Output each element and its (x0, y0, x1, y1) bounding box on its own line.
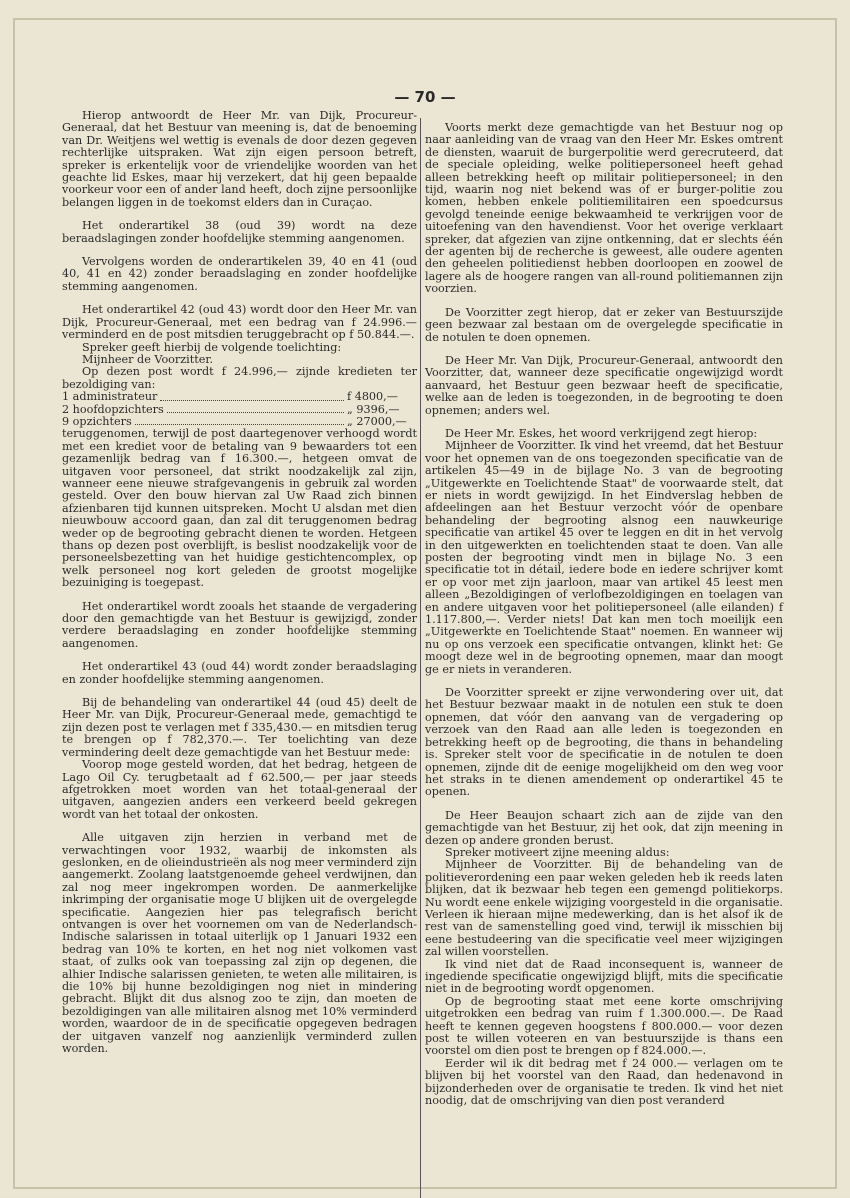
speech-intro: Spreker geeft hierbij de volgende toelichting: (82, 340, 342, 354)
paragraph: Het onderartikel 43 (oud 44) wordt zonder beraadslaging en zonder hoofdelijke stemming aangenomen. (62, 660, 417, 686)
paragraph: De Heer Mr. Eskes, het woord verkrijgend zegt hierop: (445, 426, 758, 440)
paragraph: De Voorzitter spreekt er zijne verwondering over uit, dat het Bestuur bezwaar maakt in de notulen een stuk te doen opnemen, dat vóór den aanvang van de vergadering op verzoek van den Raad aan alle leden is toegezonden en betrekking heeft op de begrooting, die thans in behandeling is. Spreker stelt voor de specificatie in de notulen te doen opnemen, zijnde dit de eenige mogelijkheid om den weg voor het straks in te dienen amendement op onderartikel 45 te openen. (425, 686, 783, 799)
paragraph: De Heer Mr. Van Dijk, Procureur-Generaal, antwoordt den Voorzitter, dat, wanneer deze specificatie ongewijzigd wordt aanvaard, het Bestuur geen bezwaar heeft de specificatie, welke aan de leden is toegezonden, in de begrooting te doen opnemen; anders wel. (425, 353, 783, 417)
salary-item-amount: „ 27000,— (347, 414, 407, 428)
paragraph: Mijnheer de Voorzitter. Bij de behandeling van de politieverordening een paar weken geleden heb ik reeds laten blijken, dat ik bezwaar heb tegen een gemengd politiekorps. Nu wordt eene enkele wijziging voorgesteld in die organisatie. Verleen ik hieraan mijne medewerking, dan is het alsof ik de rest van de samenstelling goed vind, terwijl ik misschien bij eene bestudeering van die specificatie veel meer wijzigingen zal willen voorstellen. (425, 858, 783, 959)
paragraph: Op de begrooting staat met eene korte omschrijving uitgetrokken een bedrag van ruim f 1.300.000.—. De Raad heeft te kennen gegeven hoogstens f 800.000.— voor dezen post te willen voteeren en van bestuurszijde is thans een voorstel om dien post te brengen op f 824.000.—. (425, 994, 783, 1058)
salary-item-amount: f 4800,— (347, 390, 398, 404)
salary-item-label: 9 opzichters (62, 414, 132, 428)
right-column (425, 122, 783, 1107)
paragraph: Bij de behandeling van onderartikel 44 (oud 45) deelt de Heer Mr. van Dijk, Procureur-Generaal mede, gemachtigd te zijn dezen post te verlagen met f 335,430.— en mitsdien terug te brengen op f 782,370.—. Ter toelichting van deze vermindering deelt deze gemachtigde van het Bestuur mede: (62, 696, 417, 759)
salary-item-label: 1 administrateur (62, 390, 158, 404)
paragraph: De Voorzitter zegt hierop, dat er zeker van Bestuurszijde geen bezwaar zal bestaan om de overgelegde specificatie in de notulen te doen opnemen. (425, 305, 783, 344)
paragraph: Het onderartikel 42 (oud 43) wordt door den Heer Mr. van Dijk, Procureur-Generaal, met een bedrag van f 24.996.— verminderd en de post mitsdien teruggebracht op f 50.844.—. (62, 303, 417, 342)
salutation: Mijnheer de Voorzitter. (82, 352, 214, 366)
salary-item-label: 2 hoofdopzichters (62, 402, 164, 416)
paragraph: Mijnheer de Voorzitter. Ik vind het vreemd, dat het Bestuur voor het opnemen van de ons toegezonden specificatie van de artikelen 45—49 in de bijlage No. 3 van de begrooting „Uitgewerkte en Toelichtende Staat" de voorwaarde stelt, dat er niets in wordt gewijzigd. In het Eindverslag hebben de afdeelingen aan het Bestuur verzocht vóór de openbare behandeling der begrooting alsnog een nauwkeurige specificatie van artikel 45 over te leggen en dit in het vervolg in den uitgewerkten en toelichtenden staat te doen. Van alle posten der begrooting vindt men in bijlage No. 3 een specificatie tot in détail, iedere bode en iedere schrijver komt er op voor met zijn jaarloon, maar van artikel 45 leest men alleen „Bezoldigingen of verlofbezoldigingen en toelagen van en andere uitgaven voor het politiepersoneel (alle eilanden) f 1.117.800,—. Verder niets! Dat kan men toch moeilijk een „Uitgewerkte en Toelichtende Staat" noemen. En wanneer wij nu op ons verzoek een specificatie ontvangen, klinkt het: Ge moogt deze wel in de begrooting opnemen, maar dan moogt ge er niets in veranderen. (425, 439, 783, 676)
paragraph: Hierop antwoordt de Heer Mr. van Dijk, Procureur-Generaal, dat het Bestuur van meening is, dat de benoeming van Dr. Weitjens wel wettig is evenals de door dezen gegeven rechterlijke uitspraken. Wat zijn eigen persoon betreft, spreker is erkentelijk voor de vriendelijke woorden van het geachte lid Eskes, maar hij verzekert, dat hij geen bepaalde voorkeur voor een of ander land heeft, doch zijne persoonlijke belangen liggen in de toekomst elders dan in Curaçao. (62, 109, 417, 209)
paragraph: Vervolgens worden de onderartikelen 39, 40 en 41 (oud 40, 41 en 42) zonder beraadslaging en zonder hoofdelijke stemming aangenomen. (62, 255, 417, 293)
paragraph: Het onderartikel 38 (oud 39) wordt na deze beraadslagingen zonder hoofdelijke stemming aangenomen. (62, 219, 417, 245)
paragraph: De Heer Beaujon schaart zich aan de zijde van den gemachtigde van het Bestuur, zij het ook, dat zijn meening in dezen op andere gronden berust. (425, 808, 783, 847)
page-number: — 70 — (394, 88, 456, 106)
salary-item-amount: „ 9396,— (347, 402, 400, 416)
salary-item (62, 391, 417, 403)
paragraph: Het onderartikel wordt zooals het staande de vergadering door den gemachtigde van het Bestuur is gewijzigd, zonder verdere beraadslaging en zonder hoofdelijke stemming aangenomen. (62, 599, 417, 650)
paragraph: Eerder wil ik dit bedrag met f 24 000.— verlagen om te blijven bij het voorstel van den Raad, dan hedenavond in bijzonderheden over de organisatie te treden. Ik vind het niet noodig, dat de omschrijving van dien post veranderd (425, 1056, 783, 1108)
paragraph: Voorop moge gesteld worden, dat het bedrag, hetgeen de Lago Oil Cy. terugbetaalt ad f 62.500,— per jaar steeds afgetrokken moet worden van het totaal-generaal der uitgaven, aangezien anders een verkeerd beeld gekregen wordt van het totaal der onkosten. (62, 758, 417, 821)
left-column (62, 110, 417, 1066)
lead-in: Op dezen post wordt f 24.996,— zijnde kredieten ter bezoldiging van: (62, 365, 417, 391)
paragraph: Ik vind niet dat de Raad inconsequent is, wanneer de ingediende specificatie ongewijzigd blijft, mits die specificatie niet in de begrooting wordt opgenomen. (425, 957, 783, 996)
paragraph: teruggenomen, terwijl de post daartegenover verhoogd wordt met een krediet voor de betaling van 9 bewaarders tot een gezamenlijk bedrag van f 16.300.—, hetgeen omvat de uitgaven voor personeel, dat strikt noodzakelijk zal zijn, wanneer eene nieuwe strafgevangenis in gebruik zal worden gesteld. Over den bouw hiervan zal Uw Raad zich binnen afzienbaren tijd kunnen uitspreken. Mocht U alsdan met dien nieuwbouw accoord gaan, dan zal dit teruggenomen bedrag weder op de begrooting gebracht dienen te worden. Hetgeen thans op dezen post overblijft, is beslist noodzakelijk voor de personeelsbezetting van het huidige gestichtencomplex, op welk personeel nog kort geleden de grootst mogelijke bezuiniging is toegepast. (62, 427, 417, 590)
paragraph: Voorts merkt deze gemachtigde van het Bestuur nog op naar aanleiding van de vraag van den Heer Mr. Eskes omtrent de diensten, waaruit de burgerpolitie werd gerecruteerd, dat de speciale opleiding, welke politiepersoneel heeft gehad alleen betrekking heeft op militair politiepersoneel; in den tijd, waarin nog niet bekend was of er burger-politie zou komen, hebben enkele politiemilitairen een spoedcursus gevolgd teneinde eenige bekwaamheid te verkrijgen voor de uitoefening van den havendienst. Voor het overige verklaart spreker, dat afgezien van zijne ontkenning, dat er slechts één der agenten bij de recherche is geweest, alle oudere agenten den geheelen politiedienst hebben doorloopen en zoowel de lagere als de hoogere rangen van all-round politiemannen zijn voorzien. (425, 121, 783, 296)
speech-intro: Spreker motiveert zijne meening aldus: (445, 845, 670, 859)
paragraph: Alle uitgaven zijn herzien in verband met de verwachtingen voor 1932, waarbij de inkomsten als geslonken, en de olieindustrieën als nog meer verminderd zijn aangemerkt. Zoolang laatstgenoemde geheel verdwijnen, dan zal nog meer ingekrompen worden. De aanmerkelijke inkrimping der organisatie moge U blijken uit de overgelegde specificatie. Aangezien hier pas telegrafisch bericht ontvangen is over het voornemen om van de Nederlandsch-Indische salarissen in totaal uiterlijk op 1 Januari 1932 een bedrag van 10% te korten, en het nog niet volkomen vast staat, of zulks ook van toepassing zal zijn op degenen, die alhier Indische salarissen genieten, te weten alle militairen, is die 10% bij hunne bezoldigingen nog niet in mindering gebracht. Blijkt dit dus alsnog zoo te zijn, dan moeten de bezoldigingen van alle militairen alsnog met 10% verminderd worden, waardoor de in de specificatie opgegeven bedragen der uitgaven vanzelf nog aanzienlijk verminderd zullen worden. (62, 831, 417, 1056)
column-divider (420, 118, 421, 1198)
